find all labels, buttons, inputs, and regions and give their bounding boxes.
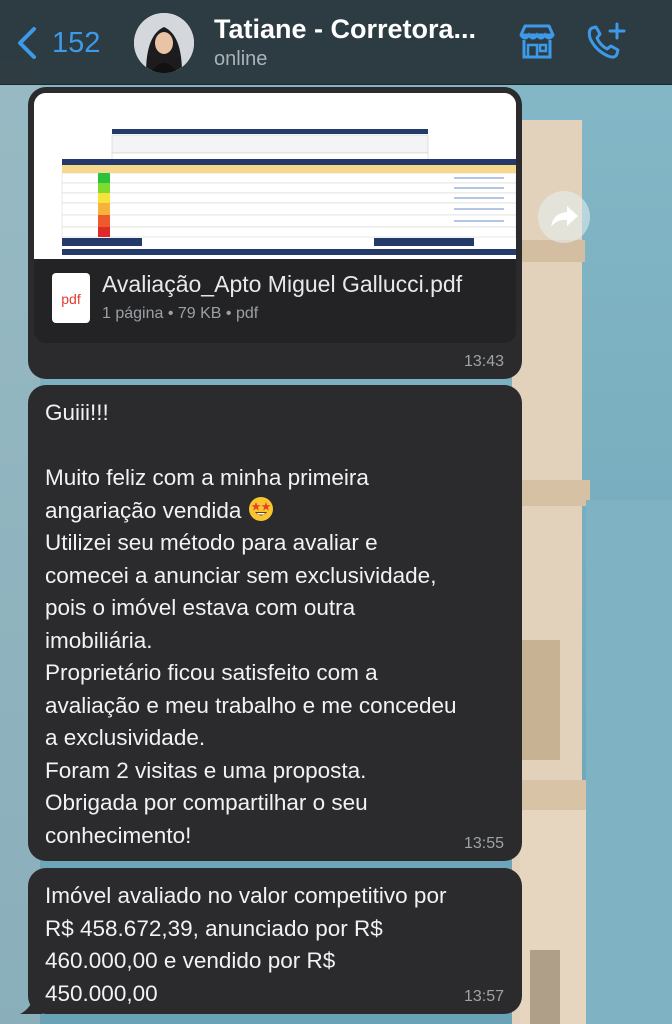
star-struck-emoji [248, 496, 274, 522]
store-icon[interactable] [516, 22, 558, 62]
contact-name[interactable]: Tatiane - Corretora... [214, 14, 477, 44]
pdf-file-icon [52, 273, 90, 323]
message-text-part-1: Guiii!!! Muito feliz com a minha primeira angariação vendida [45, 400, 369, 523]
bubble-tail [20, 994, 42, 1014]
message-bubble-text[interactable] [28, 868, 522, 1014]
document-meta: 1 página • 79 KB • pdf [102, 305, 259, 322]
chat-header [0, 0, 672, 85]
share-forward-icon [538, 191, 590, 243]
chevron-left-icon [14, 26, 40, 60]
forward-button[interactable] [538, 191, 590, 243]
message-time: 13:55 [463, 835, 504, 852]
message-bubble-text[interactable] [28, 385, 522, 861]
message-time: 13:43 [463, 353, 504, 370]
back-button[interactable] [14, 22, 114, 64]
avatar[interactable] [134, 13, 194, 73]
document-file-name: Avaliação_Apto Miguel Gallucci.pdf [102, 271, 463, 297]
message-time: 13:57 [463, 988, 504, 1005]
unread-count: 152 [52, 27, 101, 59]
message-text [45, 397, 511, 852]
document-preview[interactable] [34, 93, 516, 259]
message-bubble-document[interactable] [28, 87, 522, 379]
document-info[interactable] [34, 259, 516, 343]
phone-plus-icon[interactable] [584, 22, 626, 62]
contact-status: online [214, 48, 268, 70]
message-text-part-2: Utilizei seu método para avaliar e comecei a anunciar sem exclusividade, pois o imóvel estava com outra imobiliária. Proprietário ficou satisfeito com a avaliação e meu trabalho e me concedeu a exclusividade. Foram 2 visitas e uma proposta. Obrigada por compartilhar o seu conhecimento! [45, 530, 457, 848]
message-text: Imóvel avaliado no valor competitivo por R$ 458.672,39, anunciado por R$ 460.000,00 e vendido por R$ 450.000,00 [45, 883, 447, 1006]
pdf-icon-label: pdf [61, 291, 81, 307]
